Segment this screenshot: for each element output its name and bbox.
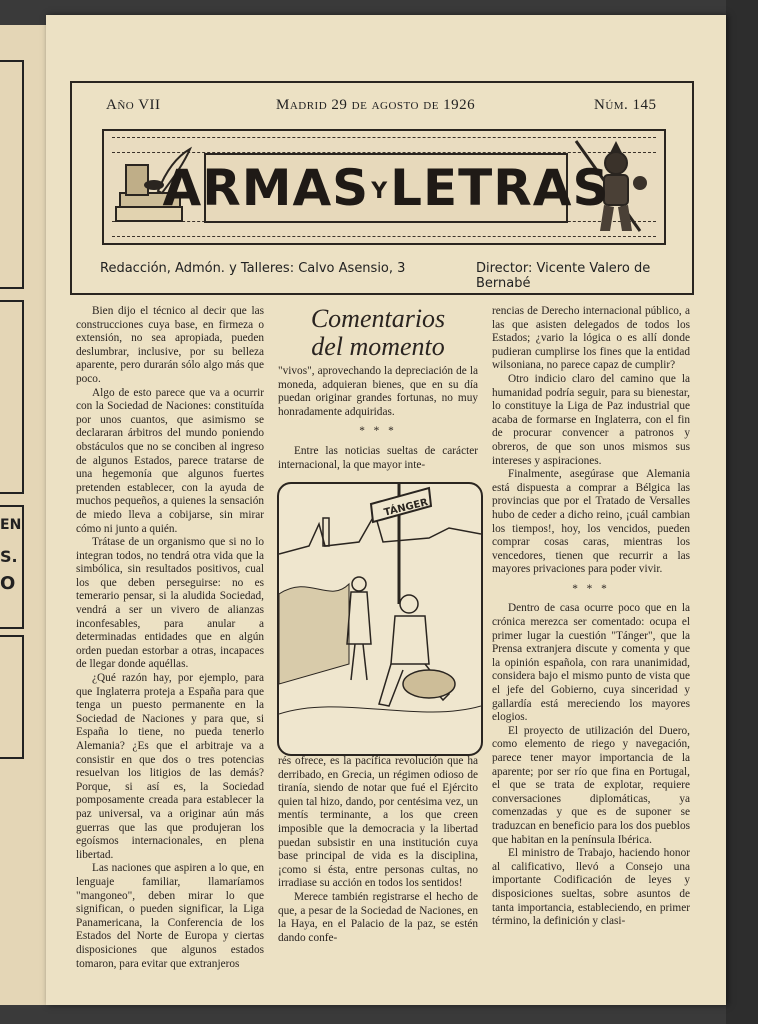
director-name: Director: Vicente Valero de Bernabé [476, 261, 651, 291]
cartoon-illustration [277, 482, 483, 756]
heading-line: Comentarios [310, 304, 446, 333]
left-page-fragment: EN [0, 517, 22, 533]
paragraph: El proyecto de utilización del Duero, como elemento de riego y navegación, parece tener mayor importancia de la aparente; por ser río que fina en Portugal, el que se trata de explotar, requiere conversaciones diplomáticas, ya comenzadas y que es de suponer se traduzcan en beneficio para los dos pueblos que habitan en la península Ibérica. [492, 724, 690, 846]
paragraph: Otro indicio claro del camino que la humanidad podría seguir, para su bienestar, lo constituye la Liga de Paz industrial que acaba de formarse en Inglaterra, con el fin de procurar convencer a patronos y obreros, de que son unos mismos sus intereses y aspiraciones. [492, 372, 690, 467]
year-label: Año VII [106, 97, 161, 113]
paragraph: rencias de Derecho internacional público, a las que asisten delegados de todos los Estados; ¿vario la lógica o es allí donde pudieran cumplirse los fines que la entidad wilsoniana, no parece capaz de cumplir? [492, 305, 690, 372]
paragraph: rés ofrece, es la pacífica revolución que ha derribado, en Grecia, un régimen odioso de tiranía, siendo de notar que fué el Ejército quien tal hizo, dando, por centésima vez, un mentís terminante, a los que creen imposible que la democracia y la libertad puedan subsistir en una institución cuya base principal de vida es la disciplina, ¡como si ésta, entre personas cultas, no irradiase su acción en todos los sentidos! [278, 755, 478, 890]
column-3 [492, 305, 690, 929]
left-page-border [0, 635, 24, 759]
paragraph: Trátase de un organismo que si no lo integran todos, no tendrá otra vida que la simbólica, sin resultados positivos, cual los que deben perseguirse: no es temerario pensar, si la aludida Sociedad, vendrá a ser un vivero de alianzas inconfesables, para anular a determinadas entidades que en algún orden puedan estorbar a otras, incapaces de llegar donde aquéllas. [76, 536, 264, 671]
paragraph: Entre las noticias sueltas de carácter internacional, la que mayor inte- [278, 444, 478, 471]
issue-number: Núm. 145 [594, 97, 657, 113]
section-separator: * * * [572, 582, 610, 595]
title-y: Y [371, 179, 389, 204]
tangier-cartoon-icon [279, 484, 481, 754]
left-page-border [0, 60, 24, 289]
paragraph: Dentro de casa ocurre poco que en la crónica merezca ser comentado: ocupa el primer lugar la cuestión "Tánger", que la Prensa extranjera discute y comenta y que la opinión española, con rara unanimidad, considera bajo el mismo punto de vista que el jefe del Gobierno, cuya sinceridad y gallardía está mereciendo los mayores elogios. [492, 602, 690, 724]
paragraph: Algo de esto parece que va a ocurrir con la Sociedad de Naciones: constituída por unos cuantos, que asimismo se declararan árbitros del mundo poniendo obstáculos que no se conciben al ingreso de algunos Estados, parece tratarse de una hegemonía que algunos fuertes pretenden establecer, con la ayuda de muchos pequeños, a quienes la sensación de miedo lleva a cobijarse, sin mirar cómo ni junto a quién. [76, 386, 264, 535]
newspaper-page [46, 15, 726, 1005]
title-plate [162, 153, 610, 223]
masthead [70, 81, 694, 295]
section-separator: * * * [359, 425, 397, 438]
column-1 [76, 305, 264, 971]
title-armas: ARMAS [162, 159, 370, 217]
date-label: Madrid 29 de agosto de 1926 [276, 97, 476, 113]
column-2-bottom [278, 755, 478, 945]
section-heading [278, 305, 478, 361]
title-letras: LETRAS [390, 159, 610, 217]
editorial-address: Redacción, Admón. y Talleres: Calvo Asensio, 3 [100, 261, 406, 276]
heading-line: del momento [311, 332, 445, 361]
left-page-border [0, 300, 24, 494]
paragraph: Bien dijo el técnico al decir que las construcciones cuya base, en firmeza o extensión, no sea apropiada, pueden deslumbrar, inclusive, por su belleza aparente, pero durarán sólo algo más que poco. [76, 305, 264, 385]
paragraph: ¿Qué razón hay, por ejemplo, para que Inglaterra proteja a España para que tenga un puesto permanente en la Sociedad de Naciones y para que, si España lo tiene, no pueda tenerlo Alemania? ¿Es que el arbitraje va a consistir en que dos o tres potencias resuelvan los litigios de las demás? Porque, si así es, la Sociedad pomposamente creada para establecer la paz universal, va a originar aún más guerras que las que produjeran los egoísmos internacionales, en plena libertad. [76, 672, 264, 861]
paragraph: Finalmente, asegúrase que Alemania está dispuesta a comprar a Bélgica las provincias que por el Tratado de Versalles hubo de ceder a dicho reino, ¡cuál cambian los tiempos!, hoy, los vencidos, pueden comprar cosas caras, mientras los vencedores, tienen que recurrir a las mayores privaciones para poder vivir. [492, 468, 690, 576]
paragraph: El ministro de Trabajo, haciendo honor al calificativo, llevó a Consejo una importante Codificación de leyes y disposiciones sueltas, sobre asuntos de tanta importancia, estableciendo, en primer término, la definición y clasi- [492, 847, 690, 928]
background-edge [726, 0, 758, 1024]
publication-title [163, 159, 610, 217]
masthead-top-line [72, 97, 692, 117]
left-page-fragment: S. [0, 547, 18, 566]
sign-text: TÁNGER [382, 497, 430, 519]
paragraph: "vivos", aprovechando la depreciación de la moneda, adquieran bienes, que en su día puedan originar grandes fortunas, no muy honradamente adquiridas. [278, 365, 478, 418]
title-banner [102, 129, 666, 245]
left-page-fragment: O [0, 573, 16, 594]
column-2-top [278, 305, 478, 472]
paragraph: Merece también registrarse el hecho de que, a pesar de la Sociedad de Naciones, en la Haya, en el Palacio de la paz, se estén dando confe- [278, 890, 478, 944]
paragraph: Las naciones que aspiren a lo que, en lenguaje familiar, llamaríamos "mangoneo", deben mirar lo que significan, o pueden significar, la Liga Panamericana, la Conferencia de los Estados del Norte de Europa y ciertas disposiciones que algunos estados tomaron, para evitar que extranjeros [76, 862, 264, 970]
